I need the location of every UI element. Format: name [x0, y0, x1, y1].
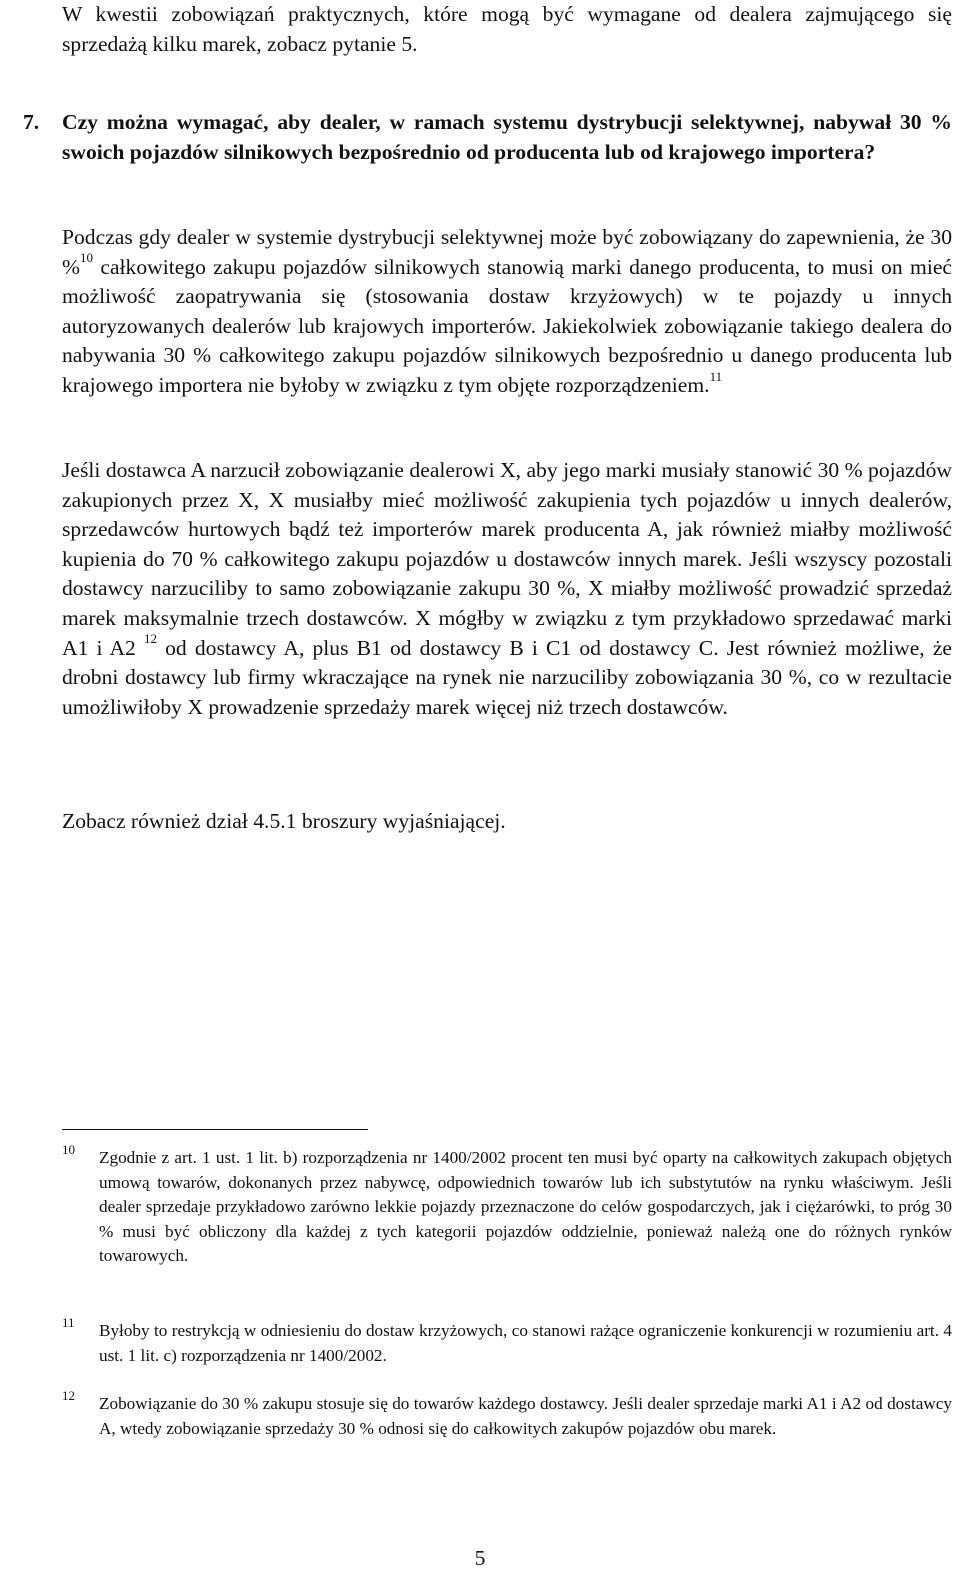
- page-number: 5: [474, 1546, 486, 1570]
- question-number: 7.: [23, 110, 40, 134]
- footnote-number: 11: [62, 1315, 75, 1330]
- footnote-number: 12: [62, 1388, 75, 1403]
- footnote-separator: [62, 1129, 368, 1130]
- footnote-reference-11[interactable]: 11: [709, 368, 723, 384]
- intro-paragraph: W kwestii zobowiązań praktycznych, które mogą być wymagane od dealera zajmującego się sprzedażą kilku marek, zobacz pytanie 5.: [62, 2, 952, 56]
- answer-paragraph-1: [62, 223, 952, 401]
- question-text: Czy można wymagać, aby dealer, w ramach systemu dystrybucji selektywnej, nabywał 30 % swoich pojazdów silnikowych bezpośrednio od producenta lub od krajowego importera?: [62, 110, 952, 164]
- footnote-text: Byłoby to restrykcją w odniesieniu do dostaw krzyżowych, co stanowi rażące ograniczenie konkurencji w rozumieniu art. 4 ust. 1 lit. c) rozporządzenia nr 1400/2002.: [99, 1321, 952, 1365]
- footnote-reference-12[interactable]: 12: [144, 631, 157, 647]
- paragraph-text: od dostawcy A, plus B1 od dostawcy B i C1 od dostawcy C. Jest również możliwe, że drobni dostawcy lub firmy wkraczające na rynek nie narzuciliby zobowiązania 30 %, co w rezultacie umożliwiłoby X prowadzenie sprzedaży marek więcej niż trzech dostawców.: [62, 635, 952, 719]
- paragraph-text: całkowitego zakupu pojazdów silnikowych stanowią marki danego producenta, to musi on mieć możliwość zaopatrywania się (stosowania dostaw krzyżowych) w te pojazdy u innych autoryzowanych dealerów lub krajowych importerów. Jakiekolwiek zobowiązanie takiego dealera do nabywania 30 % całkowitego zakupu pojazdów silnikowych bezpośrednio u danego producenta lub krajowego importera nie byłoby w związku z tym objęte rozporządzeniem.: [62, 254, 952, 397]
- footnote-reference-10[interactable]: 10: [80, 250, 93, 266]
- paragraph-text: Jeśli dostawca A narzucił zobowiązanie dealerowi X, aby jego marki musiały stanowić 30 % pojazdów zakupionych przez X, X musiałby mieć możliwość zakupienia tych pojazdów u innych dealerów, sprzedawców hurtowych bądź też importerów marek producenta A, jak również miałby możliwość kupienia do 70 % całkowitego zakupu pojazdów u dostawców innych marek. Jeśli wszyscy pozostali dostawcy narzuciliby to samo zobowiązanie zakupu 30 %, X miałby możliwość prowadzić sprzedaż marek maksymalnie trzech dostawców. X mógłby w związku z tym przykładowo sprzedawać marki A1 i A2: [62, 458, 952, 660]
- question-heading: [23, 108, 952, 167]
- footnote-number: 10: [62, 1142, 75, 1157]
- footnote-text: Zgodnie z art. 1 ust. 1 lit. b) rozporządzenia nr 1400/2002 procent ten musi być oparty na całkowitych zakupach objętych umową towarów, dokonanych przez nabywcę, odpowiednich towarów lub ich substytutów na rynku właściwym. Jeśli dealer sprzedaje przykładowo zarówno lekkie pojazdy przeznaczone do celów gospodarczych, jak i ciężarówki, to próg 30 % musi być obliczony dla każdej z tych kategorii pojazdów oddzielnie, ponieważ należą one do różnych rynków towarowych.: [99, 1148, 952, 1265]
- see-also-paragraph: Zobacz również dział 4.5.1 broszury wyjaśniającej.: [62, 809, 506, 833]
- answer-paragraph-2: [62, 456, 952, 722]
- footnote-text: Zobowiązanie do 30 % zakupu stosuje się do towarów każdego dostawcy. Jeśli dealer sprzedaje marki A1 i A2 od dostawcy A, wtedy zobowiązanie sprzedaży 30 % odnosi się do całkowitych zakupów pojazdów obu marek.: [99, 1394, 952, 1438]
- paragraph-text: Podczas gdy dealer w systemie dystrybucji selektywnej może być zobowiązany do zapewnienia, że 30 %: [62, 225, 952, 279]
